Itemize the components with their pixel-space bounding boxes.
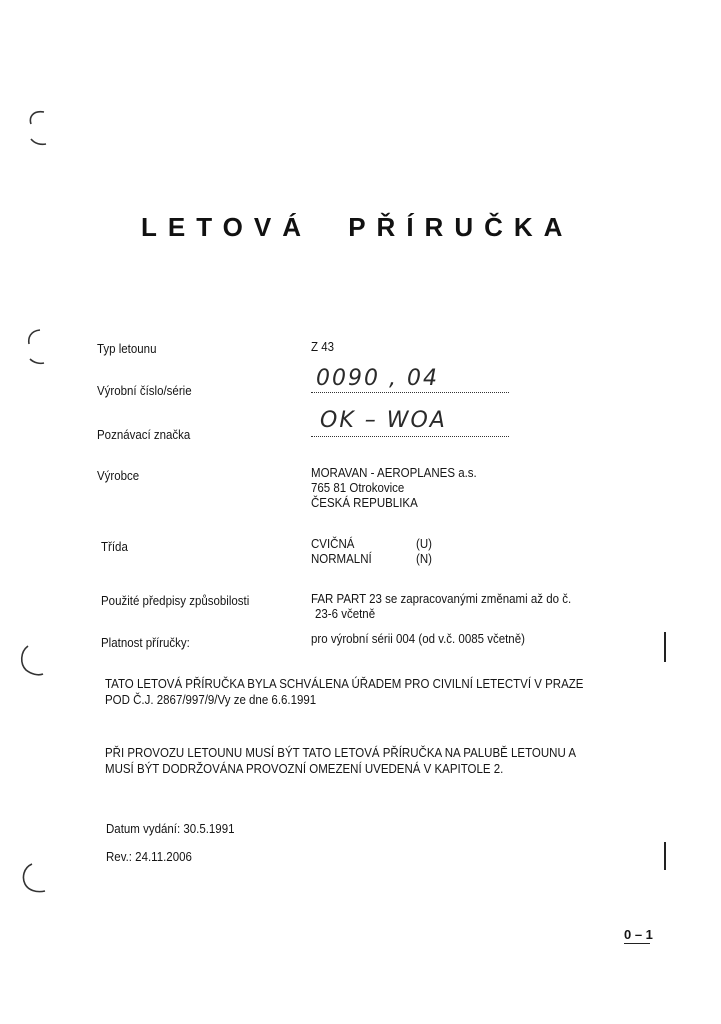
category-normal: NORMALNÍ	[311, 552, 372, 566]
operation-line-1: PŘI PROVOZU LETOUNU MUSÍ BÝT TATO LETOVÁ PŘÍRUČKA NA PALUBĚ LETOUNU A	[105, 746, 576, 760]
validity-label: Platnost příručky:	[101, 636, 190, 650]
category-normal-code: (N)	[416, 552, 432, 566]
serial-number-fill-line	[311, 392, 509, 393]
document-title: LETOVÁ PŘÍRUČKA	[141, 212, 574, 242]
regulations-line-2: 23-6 včetně	[315, 607, 376, 621]
manufacturer-country: ČESKÁ REPUBLIKA	[311, 496, 418, 510]
category-label: Třída	[101, 540, 128, 554]
regulations-line-1: FAR PART 23 se zapracovanými změnami až do č.	[311, 592, 572, 606]
serial-number-handwritten: 0090 , 04	[316, 366, 439, 391]
registration-handwritten: OK – WOA	[320, 408, 447, 433]
punch-hole-mark	[26, 108, 50, 148]
revision-change-bar	[664, 842, 666, 870]
category-utility-code: (U)	[416, 537, 432, 551]
regulations-label: Použité předpisy způsobilosti	[101, 594, 250, 608]
manufacturer-label: Výrobce	[97, 469, 140, 483]
punch-hole-mark	[16, 642, 46, 682]
issue-date: Datum vydání: 30.5.1991	[106, 822, 235, 836]
aircraft-type-label: Typ letounu	[97, 342, 157, 356]
revision-date: Rev.: 24.11.2006	[106, 850, 192, 864]
manufacturer-name: MORAVAN - AEROPLANES a.s.	[311, 466, 477, 480]
aircraft-type-value: Z 43	[311, 340, 335, 354]
registration-fill-line	[311, 436, 509, 437]
approval-line-2: POD Č.J. 2867/997/9/Vy ze dne 6.6.1991	[105, 693, 317, 707]
operation-line-2: MUSÍ BÝT DODRŽOVÁNA PROVOZNÍ OMEZENÍ UVEDENÁ V KAPITOLE 2.	[105, 762, 504, 776]
page-number-underline	[624, 943, 650, 944]
revision-change-bar	[664, 632, 666, 662]
approval-line-1: TATO LETOVÁ PŘÍRUČKA BYLA SCHVÁLENA ÚŘADEM PRO CIVILNÍ LETECTVÍ V PRAZE	[105, 677, 584, 691]
punch-hole-mark	[22, 326, 48, 368]
registration-label: Poznávací značka	[97, 428, 191, 442]
manufacturer-address: 765 81 Otrokovice	[311, 481, 405, 495]
validity-value: pro výrobní sérii 004 (od v.č. 0085 včetně)	[311, 632, 525, 646]
page-number: 0 – 1	[624, 927, 653, 942]
punch-hole-mark	[18, 860, 48, 902]
serial-number-label: Výrobní číslo/série	[97, 384, 192, 398]
category-utility: CVIČNÁ	[311, 537, 355, 551]
